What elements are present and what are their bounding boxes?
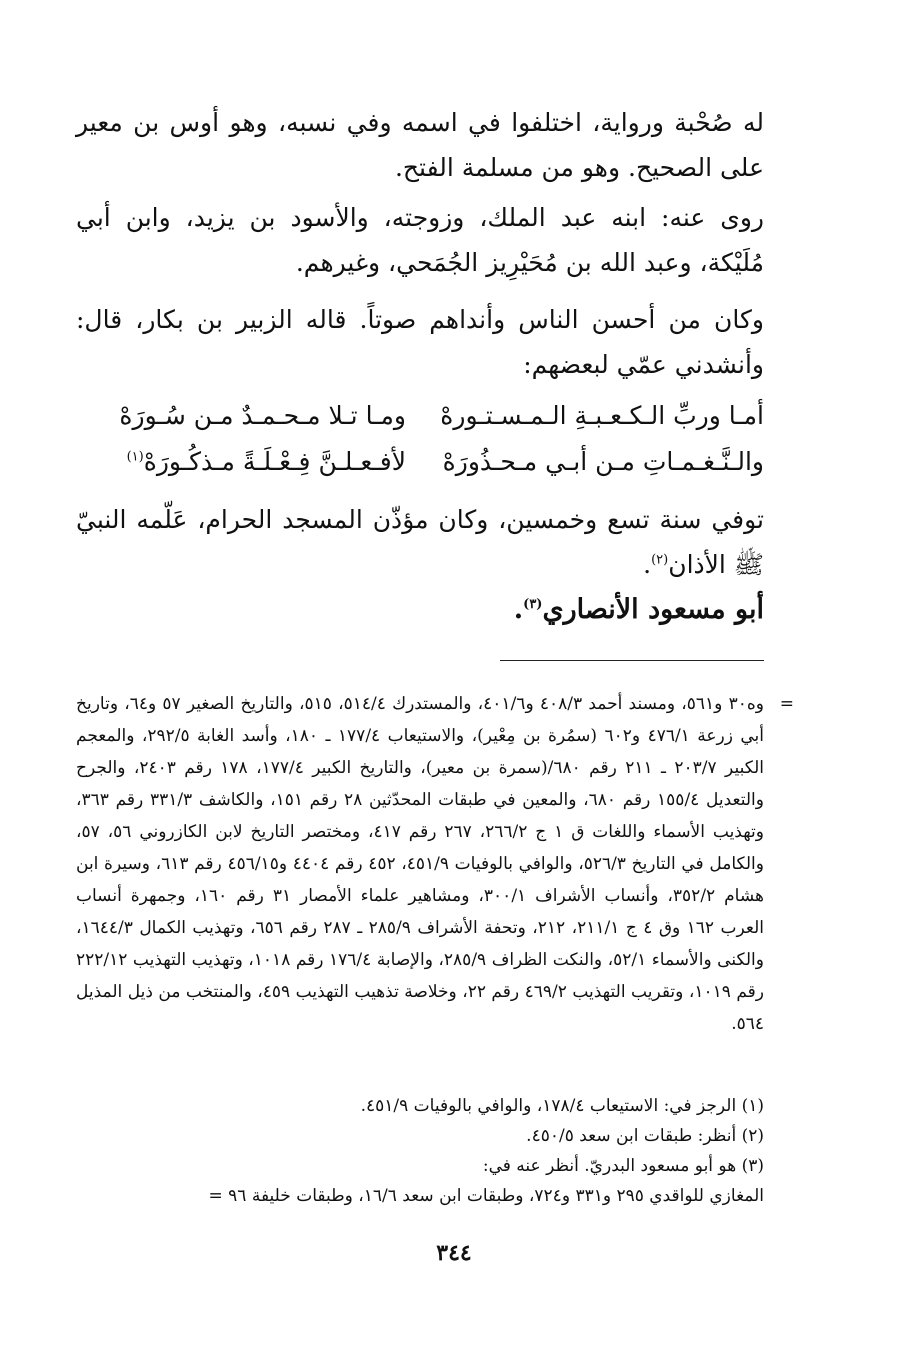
verse-hemistich-text: لأفـعـلـنَّ فِـعْـلَـةً مـذكُـورَهْ: [143, 447, 406, 476]
footnote-3-continuation: المغازي للواقدي ٢٩٥ و٣٣١ و٧٢٤، وطبقات ابن سعد ١٦/٦، وطبقات خليفة ٩٦ =: [208, 1186, 764, 1206]
footnote-separator: [500, 660, 764, 661]
continuation-mark: =: [779, 694, 794, 714]
paragraph-voice: وكان من أحسن الناس وأنداهم صوتاً. قاله الزبير بن بكار، قال: وأنشدني عمّي لبعضهم:: [76, 305, 764, 379]
closing-text: توفي سنة تسع وخمسين، وكان مؤذّن المسجد الحرام، عَلّمه النبيّ ﷺ الأذان: [76, 505, 764, 579]
continuation-text: وه٣٠ و٥٦١، ومسند أحمد ٤٠٨/٣ و٤٠١/٦، والمستدرك ٥١٤/٤، ٥١٥، والتاريخ الصغير ٥٧ و٦٤، وتاريخ أبي زرعة ٤٧٦/١ و٦٠٢ (سمُرة بن مِعْير)، والاستيعاب ١٧٧/٤ ـ ١٨٠، وأسد الغابة ٢٩٢/٥، والمعجم الكبير ٢٠٣/٧ ـ ٢١١ رقم ٦٨٠/(سمرة بن معير)، والتاريخ الكبير ١٧٧/٤، ١٧٨ رقم ٢٤٠٣، والجرح والتعديل ١٥٥/٤ رقم ٦٨٠، والمعين في طبقات المحدّثين ٢٨ رقم ١٥١، والكاشف ٣٣١/٣ رقم ٣٦٣، وتهذيب الأسماء واللغات ق ١ ج ٢٦٦/٢، ٢٦٧ رقم ٤١٧، ومختصر التاريخ لابن الكازروني ٥٦، ٥٧، والكامل في التاريخ ٥٢٦/٣، والوافي بالوفيات ٤٥١/٩، ٤٥٢ رقم ٤٤٠٤ و٤٥٦/١٥ رقم ٦١٣، وسيرة ابن هشام ٣٥٢/٢، وأنساب الأشراف ٣٠٠/١، ومشاهير علماء الأمصار ٣١ رقم ١٦٠، وجمهرة أنساب العرب ١٦٢ وق ٤ ج ٢١١/١، ٢١٢، وتحفة الأشراف ٢٨٥/٩ ـ ٢٨٧ رقم ٦٥٦، وتهذيب الكمال ١٦٤٤/٣، والكنى والأسماء ٥٢/١، والنكت الظراف ٢٨٥/٩، والإصابة ١٧٦/٤ رقم ١٠١٨، وتهذيب التهذيب ٢٢٢/١٢ رقم ١٠١٩، وتقريب التهذيب ٤٦٩/٢ رقم ٢٢، وخلاصة تذهيب التهذيب ٤٥٩، والمنتخب من ذيل المذيل ٥٦٤.: [76, 694, 765, 1034]
paragraph-death: [76, 497, 764, 587]
verse-line-1: [76, 394, 764, 438]
footnote-ref-1: (١): [126, 449, 144, 465]
heading-text: أبو مسعود الأنصاري: [542, 594, 764, 625]
paragraph-narrators: روى عنه: ابنه عبد الملك، وزوجته، والأسود بن يزيد، وابن أبي مُلَيْكة، وعبد الله بن مُحَيْرِيز الجُمَحي، وغيرهم.: [76, 203, 764, 277]
verse-hemistich-right: والـنَّـغـمـاتِ مـن أبـي مـحـذُورَهْ: [442, 447, 764, 476]
verse-hemistich-left: [76, 440, 406, 484]
verse-hemistich-right: أمـا وربِّ الـكـعـبـةِ الـمـسـتـورهْ: [440, 401, 764, 430]
closing-end: .: [643, 550, 652, 579]
entry-heading: [144, 590, 764, 630]
footnote-2: (٢) أنظر: طبقات ابن سعد ٤٥٠/٥.: [526, 1126, 764, 1146]
footnote-continuation: [76, 688, 794, 1040]
footnote-ref-2: (٢): [651, 552, 669, 568]
paragraph-companionship: له صُحْبة ورواية، اختلفوا في اسمه وفي نسبه، وهو أوس بن معير على الصحيح. وهو من مسلمة الفتح.: [76, 108, 764, 182]
heading-end: .: [513, 594, 524, 625]
footnote-3: (٣) هو أبو مسعود البدريّ. أنظر عنه في:: [482, 1156, 764, 1176]
page-number: ٣٤٤: [436, 1240, 472, 1266]
footnote-ref-3: (٣): [523, 597, 543, 612]
verse-hemistich-left: ومـا تـلا مـحـمـدٌ مـن سُـورَهْ: [119, 401, 406, 430]
footnote-1: (١) الرجز في: الاستيعاب ١٧٨/٤، والوافي بالوفيات ٤٥١/٩.: [360, 1096, 764, 1116]
verse-line-2: [76, 440, 764, 484]
